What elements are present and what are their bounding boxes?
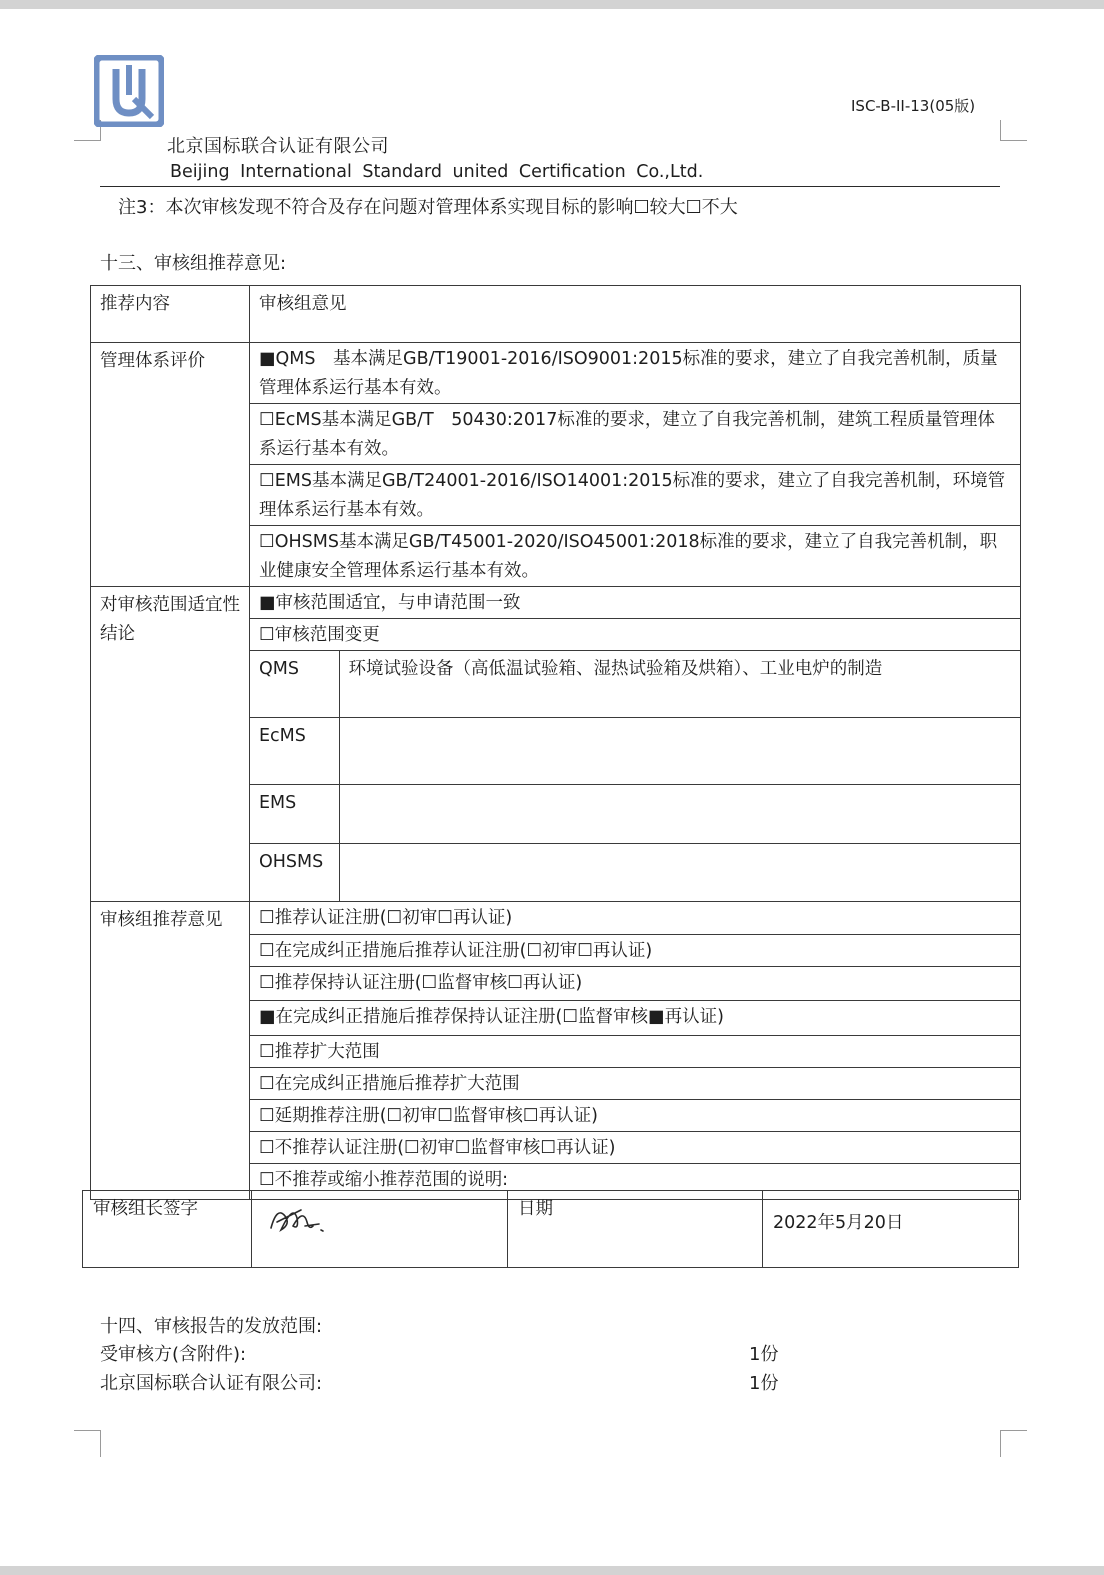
mgmt-row-qms: ■QMS 基本满足GB/T19001-2016/ISO9001:2015标准的要求，建立了自我完善机制，质量管理体系运行基本有效。 <box>250 343 1021 404</box>
head-content: 推荐内容 <box>91 286 250 343</box>
copies-auditee: 1份 <box>749 1344 779 1365</box>
scope-text-ecms <box>339 718 1020 785</box>
mgmt-row-ems: ☐EMS基本满足GB/T24001-2016/ISO14001:2015标准的要求，建立了自我完善机制，环境管理体系运行基本有效。 <box>250 465 1021 526</box>
handwritten-signature <box>267 1196 325 1238</box>
scope-sys-ohsms: OHSMS <box>250 844 339 902</box>
bottom-bar <box>0 1566 1104 1575</box>
rec-label: 审核组推荐意见 <box>91 902 250 1200</box>
scope-label: 对审核范围适宜性结论 <box>91 587 250 902</box>
scope-text-ohsms <box>339 844 1020 902</box>
head-opinion: 审核组意见 <box>250 286 1021 343</box>
section-13-title: 十三、审核组推荐意见: <box>100 253 287 274</box>
note-3: 注3：本次审核发现不符合及存在问题对管理体系实现目标的影响☐较大☐不大 <box>118 197 738 218</box>
rec-row: ☐不推荐认证注册(☐初审☐监督审核☐再认证) <box>250 1132 1021 1164</box>
crop-mark-bottom-right <box>1000 1430 1027 1457</box>
rec-row: ■在完成纠正措施后推荐保持认证注册(☐监督审核■再认证) <box>250 1001 1021 1036</box>
rec-row: ☐不推荐或缩小推荐范围的说明: <box>250 1164 1021 1200</box>
recipient-auditee: 受审核方(含附件): <box>100 1344 247 1365</box>
signature-table <box>82 1190 1019 1268</box>
scope-sys-ecms: EcMS <box>250 718 339 785</box>
scope-suitable: ■审核范围适宜，与申请范围一致 <box>250 587 1021 619</box>
mgmt-row-ohsms: ☐OHSMS基本满足GB/T45001-2020/ISO45001:2018标准的要求，建立了自我完善机制，职业健康安全管理体系运行基本有效。 <box>250 526 1021 587</box>
rec-row: ☐推荐保持认证注册(☐监督审核☐再认证) <box>250 967 1021 1001</box>
scope-text-ems <box>339 785 1020 844</box>
rec-row: ☐延期推荐注册(☐初审☐监督审核☐再认证) <box>250 1100 1021 1132</box>
form-code: ISC-B-II-13(05版) <box>851 97 976 115</box>
scope-text-qms: 环境试验设备（高低温试验箱、湿热试验箱及烘箱）、工业电炉的制造 <box>339 651 1020 718</box>
crop-mark-top-right <box>1000 120 1027 141</box>
top-bar <box>0 0 1104 9</box>
rec-row: ☐推荐认证注册(☐初审☐再认证) <box>250 902 1021 935</box>
company-name-cn: 北京国标联合认证有限公司 <box>167 136 389 157</box>
scope-systems-table <box>250 651 1020 901</box>
copies-company: 1份 <box>749 1373 779 1394</box>
scope-sys-ems: EMS <box>250 785 339 844</box>
date-value: 2022年5月20日 <box>763 1191 1019 1268</box>
company-name-en: Beijing International Standard united Certification Co.,Ltd. <box>170 162 704 182</box>
recipient-company: 北京国标联合认证有限公司: <box>100 1373 323 1394</box>
scope-systems-cell <box>250 651 1021 902</box>
scope-changed: ☐审核范围变更 <box>250 619 1021 651</box>
header-divider <box>100 186 1000 187</box>
mgmt-eval-label: 管理体系评价 <box>91 343 250 587</box>
company-logo-icon <box>94 55 164 127</box>
section-14-title: 十四、审核报告的发放范围: <box>100 1316 323 1337</box>
recommendation-table <box>90 285 1021 1200</box>
rec-row: ☐在完成纠正措施后推荐认证注册(☐初审☐再认证) <box>250 935 1021 967</box>
rec-row: ☐推荐扩大范围 <box>250 1036 1021 1068</box>
rec-row: ☐在完成纠正措施后推荐扩大范围 <box>250 1068 1021 1100</box>
date-label: 日期 <box>508 1191 763 1268</box>
mgmt-row-ecms: ☐EcMS基本满足GB/T 50430:2017标准的要求，建立了自我完善机制，建筑工程质量管理体系运行基本有效。 <box>250 404 1021 465</box>
scope-sys-qms: QMS <box>250 651 339 718</box>
crop-mark-bottom-left <box>74 1430 101 1457</box>
leader-signature-label: 审核组长签字 <box>83 1191 252 1268</box>
